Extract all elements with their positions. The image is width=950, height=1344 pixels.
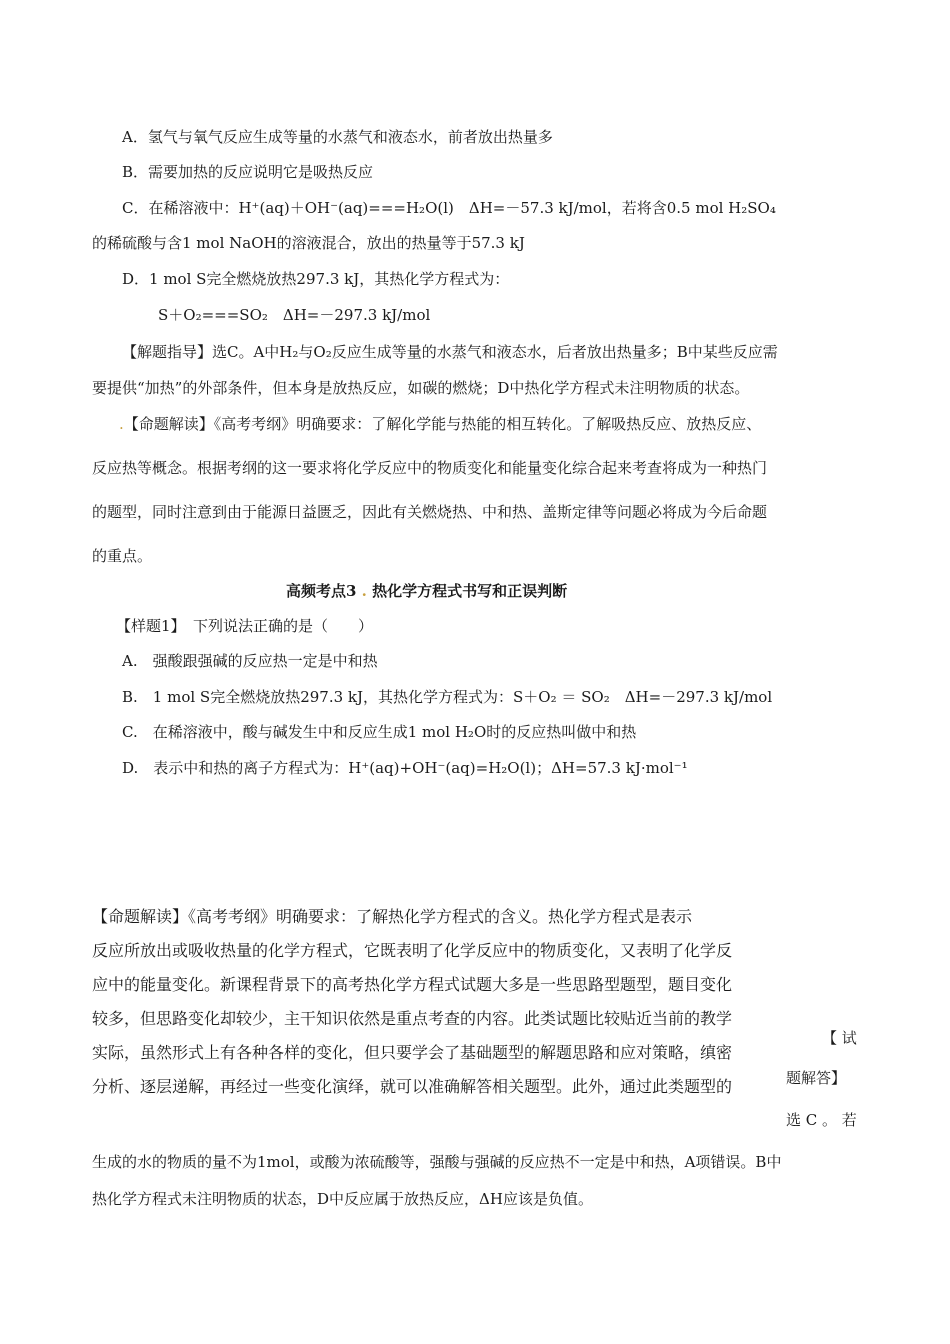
q1-interpretation-text1: 【命题解读】《高考考纲》明确要求：了解化学能与热能的相互转化。了解吸热反应、放热反应、 bbox=[123, 415, 762, 433]
q2-answer-label-line1: 【 试 bbox=[822, 1029, 857, 1047]
margin-dot-mark: . bbox=[119, 415, 124, 433]
q2-option-d: D. 表示中和热的离子方程式为：H⁺(aq)+OH⁻(aq)=H₂O(l)；ΔH=57.3 kJ·mol⁻¹ bbox=[122, 759, 688, 777]
q2-answer-label-line3: 选 C 。 若 bbox=[786, 1111, 857, 1129]
q1-option-c-line2: 的稀硫酸与含1 mol NaOH的溶液混合，放出的热量等于57.3 kJ bbox=[92, 234, 525, 252]
q1-option-d-line1: D．1 mol S完全燃烧放热297.3 kJ，其热化学方程式为： bbox=[122, 270, 510, 288]
q2-interpretation-line1: 【命题解读】《高考考纲》明确要求：了解热化学方程式的含义。热化学方程式是表示 bbox=[92, 907, 693, 926]
q2-option-a: A. 强酸跟强碱的反应热一定是中和热 bbox=[122, 652, 378, 670]
q1-interpretation-line3: 的题型，同时注意到由于能源日益匮乏，因此有关燃烧热、中和热、盖斯定律等问题必将成为今后命题 bbox=[92, 503, 768, 521]
q2-interpretation-line3: 应中的能量变化。新课程背景下的高考热化学方程式试题大多是一些思路型题型，题目变化 bbox=[92, 975, 733, 994]
q2-interpretation-line5: 实际，虽然形式上有各种各样的变化，但只要学会了基础题型的解题思路和应对策略，缜密 bbox=[92, 1043, 733, 1062]
q2-option-c: C. 在稀溶液中，酸与碱发生中和反应生成1 mol H₂O时的反应热叫做中和热 bbox=[122, 723, 637, 741]
q1-option-a: A．氢气与氧气反应生成等量的水蒸气和液态水，前者放出热量多 bbox=[122, 128, 553, 146]
q1-guide-line2: 要提供“加热”的外部条件，但本身是放热反应，如碳的燃烧；D中热化学方程式未注明物质的状态。 bbox=[92, 379, 750, 397]
q1-option-b: B．需要加热的反应说明它是吸热反应 bbox=[122, 163, 374, 181]
q2-stem: 【样题1】 下列说法正确的是（ ） bbox=[116, 617, 374, 635]
q1-option-c-line1: C．在稀溶液中：H⁺(aq)＋OH⁻(aq)===H₂O(l) ΔH=－57.3 kJ/mol，若将含0.5 mol H₂SO₄ bbox=[122, 199, 776, 217]
q2-option-b: B. 1 mol S完全燃烧放热297.3 kJ，其热化学方程式为：S＋O₂ ＝ SO₂ ΔH=－297.3 kJ/mol bbox=[122, 688, 773, 706]
q1-guide-line1: 【解题指导】选C。A中H₂与O₂反应生成等量的水蒸气和液态水，后者放出热量多；B中某些反应需 bbox=[122, 343, 778, 361]
q2-interpretation-line4: 较多，但思路变化却较少，主干知识依然是重点考查的内容。此类试题比较贴近当前的教学 bbox=[92, 1009, 733, 1028]
q1-interpretation-line4: 的重点。 bbox=[92, 547, 153, 565]
section-title-text: 热化学方程式书写和正误判断 bbox=[372, 582, 568, 600]
q2-answer-label-line2: 题解答】 bbox=[786, 1069, 847, 1087]
section-title-number: 高频考点3 bbox=[286, 582, 357, 600]
q1-interpretation-line1 bbox=[119, 414, 761, 434]
q2-interpretation-line2: 反应所放出或吸收热量的化学方程式，它既表明了化学反应中的物质变化，又表明了化学反 bbox=[92, 941, 733, 960]
q2-answer-line5: 热化学方程式未注明物质的状态，D中反应属于放热反应，ΔH应该是负值。 bbox=[92, 1190, 593, 1208]
q1-option-d-line2: S＋O₂===SO₂ ΔH=－297.3 kJ/mol bbox=[158, 306, 431, 324]
q2-answer-line4: 生成的水的物质的量不为1mol，或酸为浓硫酸等，强酸与强碱的反应热不一定是中和热，A项错误。B中 bbox=[92, 1153, 782, 1171]
q1-interpretation-line2: 反应热等概念。根据考纲的这一要求将化学反应中的物质变化和能量变化综合起来考查将成为一种热门 bbox=[92, 459, 768, 477]
title-dot-mark: . bbox=[356, 582, 373, 600]
section-title bbox=[286, 581, 567, 601]
q2-interpretation-line6: 分析、逐层递解，再经过一些变化演绎，就可以准确解答相关题型。此外，通过此类题型的 bbox=[92, 1077, 733, 1096]
